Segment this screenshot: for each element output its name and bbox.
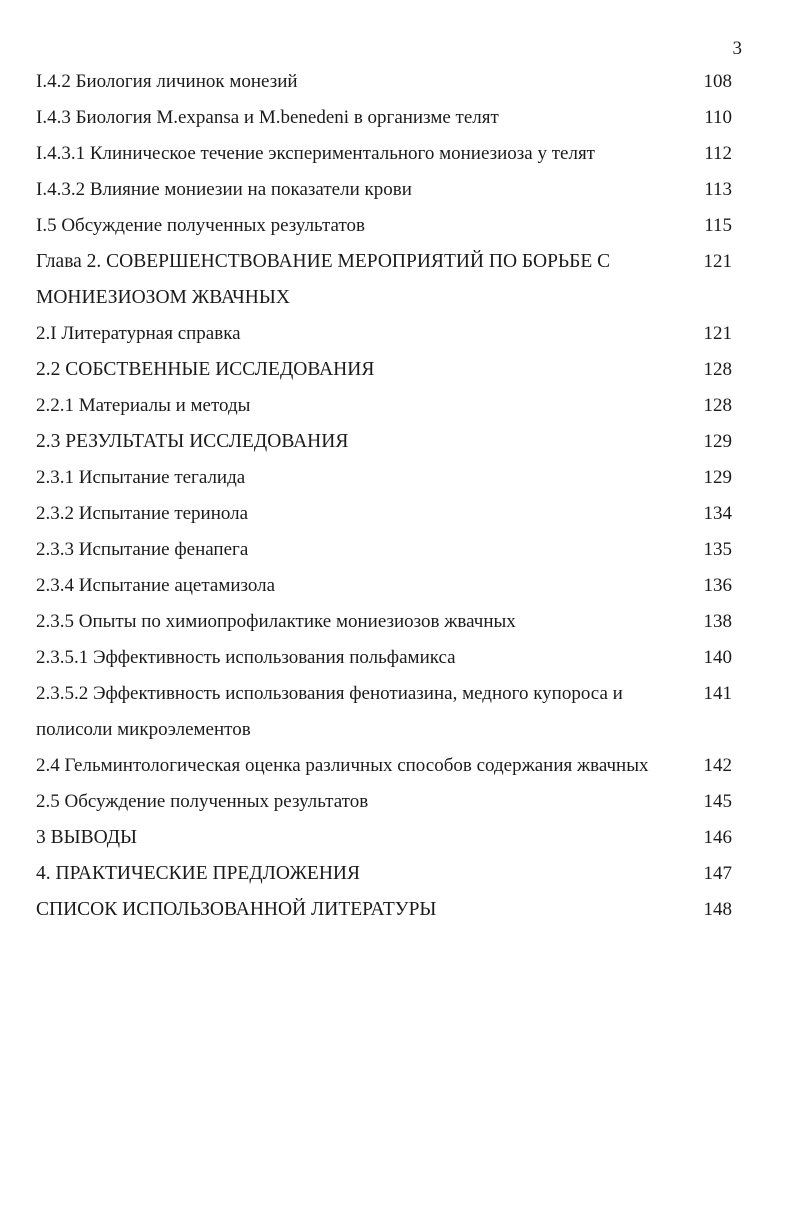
toc-entry-page: 145 <box>703 791 732 812</box>
toc-entry-title: I.5 Обсуждение полученных результатов <box>36 215 365 236</box>
toc-entry-title: 2.4 Гельминтологическая оценка различных способов содержания жвачных <box>36 755 649 776</box>
toc-entry-title: 2.I Литературная справка <box>36 323 241 344</box>
toc-entry <box>36 136 736 172</box>
toc-entry-page: 140 <box>703 647 732 668</box>
toc-entry-section <box>36 856 736 892</box>
toc-entry-page: 108 <box>703 71 732 92</box>
toc-entry-page: 148 <box>703 899 732 920</box>
toc-entry-page: 110 <box>704 107 732 128</box>
toc-entry-title: 2.3 РЕЗУЛЬТАТЫ ИССЛЕДОВАНИЯ <box>36 431 349 452</box>
toc-entry <box>36 532 736 568</box>
toc-entry-section <box>36 352 736 388</box>
toc-entry-page: 129 <box>703 431 732 452</box>
toc-entry-page: 112 <box>704 143 732 164</box>
toc-entry <box>36 676 736 748</box>
toc-entry-chapter <box>36 244 736 316</box>
toc-entry-title: 4. ПРАКТИЧЕСКИЕ ПРЕДЛОЖЕНИЯ <box>36 863 360 884</box>
toc-entry <box>36 208 736 244</box>
page-number: 3 <box>732 38 742 59</box>
toc-entry <box>36 568 736 604</box>
toc-entry-title: 2.3.1 Испытание тегалида <box>36 467 246 488</box>
toc-entry-title: I.4.2 Биология личинок монезий <box>36 71 298 92</box>
toc-entry-page: 135 <box>703 539 732 560</box>
toc-entry-page: 129 <box>703 467 732 488</box>
toc-entry-title: 3 ВЫВОДЫ <box>36 827 138 848</box>
toc-entry-title: 2.3.5.1 Эффективность использования польфамикса <box>36 647 456 668</box>
toc-entry-title: 2.3.5 Опыты по химиопрофилактике мониезиозов жвачных <box>36 611 516 632</box>
toc-entry-page: 113 <box>704 179 732 200</box>
toc-entry-page: 115 <box>704 215 732 236</box>
toc-entry-title: 2.2 СОБСТВЕННЫЕ ИССЛЕДОВАНИЯ <box>36 359 375 380</box>
toc-entry <box>36 100 736 136</box>
toc-entry-page: 136 <box>703 575 732 596</box>
toc-entry <box>36 316 736 352</box>
toc-entry-title: 2.5 Обсуждение полученных результатов <box>36 791 369 812</box>
table-of-contents <box>36 64 736 928</box>
toc-entry-title: 2.3.5.2 Эффективность использования фенотиазина, медного купороса и полисоли микроэлементов <box>36 683 623 740</box>
toc-entry <box>36 748 736 784</box>
toc-entry-title: I.4.3.1 Клиническое течение экспериментального мониезиоза у телят <box>36 143 595 164</box>
toc-entry-page: 138 <box>703 611 732 632</box>
toc-entry-page: 141 <box>703 683 732 704</box>
toc-entry-page: 121 <box>703 323 732 344</box>
toc-entry-page: 128 <box>703 395 732 416</box>
toc-entry-title: СПИСОК ИСПОЛЬЗОВАННОЙ ЛИТЕРАТУРЫ <box>36 899 437 920</box>
toc-entry-title: I.4.3.2 Влияние мониезии на показатели крови <box>36 179 412 200</box>
toc-entry-section <box>36 820 736 856</box>
toc-entry <box>36 604 736 640</box>
toc-entry-title: 2.3.4 Испытание ацетамизола <box>36 575 276 596</box>
toc-entry <box>36 640 736 676</box>
toc-entry-page: 147 <box>703 863 732 884</box>
toc-entry <box>36 460 736 496</box>
toc-entry <box>36 388 736 424</box>
toc-entry <box>36 784 736 820</box>
toc-entry-section <box>36 892 736 928</box>
toc-entry-title: I.4.3 Биология M.expansa и M.benedeni в организме телят <box>36 107 499 128</box>
toc-entry-title: 2.3.3 Испытание фенапега <box>36 539 249 560</box>
toc-entry-page: 142 <box>703 755 732 776</box>
toc-entry-title: 2.3.2 Испытание теринола <box>36 503 249 524</box>
toc-entry-section <box>36 424 736 460</box>
toc-entry-title: 2.2.1 Материалы и методы <box>36 395 251 416</box>
toc-entry <box>36 496 736 532</box>
toc-entry-title: Глава 2. СОВЕРШЕНСТВОВАНИЕ МЕРОПРИЯТИЙ ПО БОРЬБЕ С МОНИЕЗИОЗОМ ЖВАЧНЫХ <box>36 251 611 308</box>
toc-entry <box>36 64 736 100</box>
toc-entry-page: 121 <box>703 251 732 272</box>
toc-entry-page: 134 <box>703 503 732 524</box>
toc-entry-page: 128 <box>703 359 732 380</box>
toc-entry-page: 146 <box>703 827 732 848</box>
toc-entry <box>36 172 736 208</box>
